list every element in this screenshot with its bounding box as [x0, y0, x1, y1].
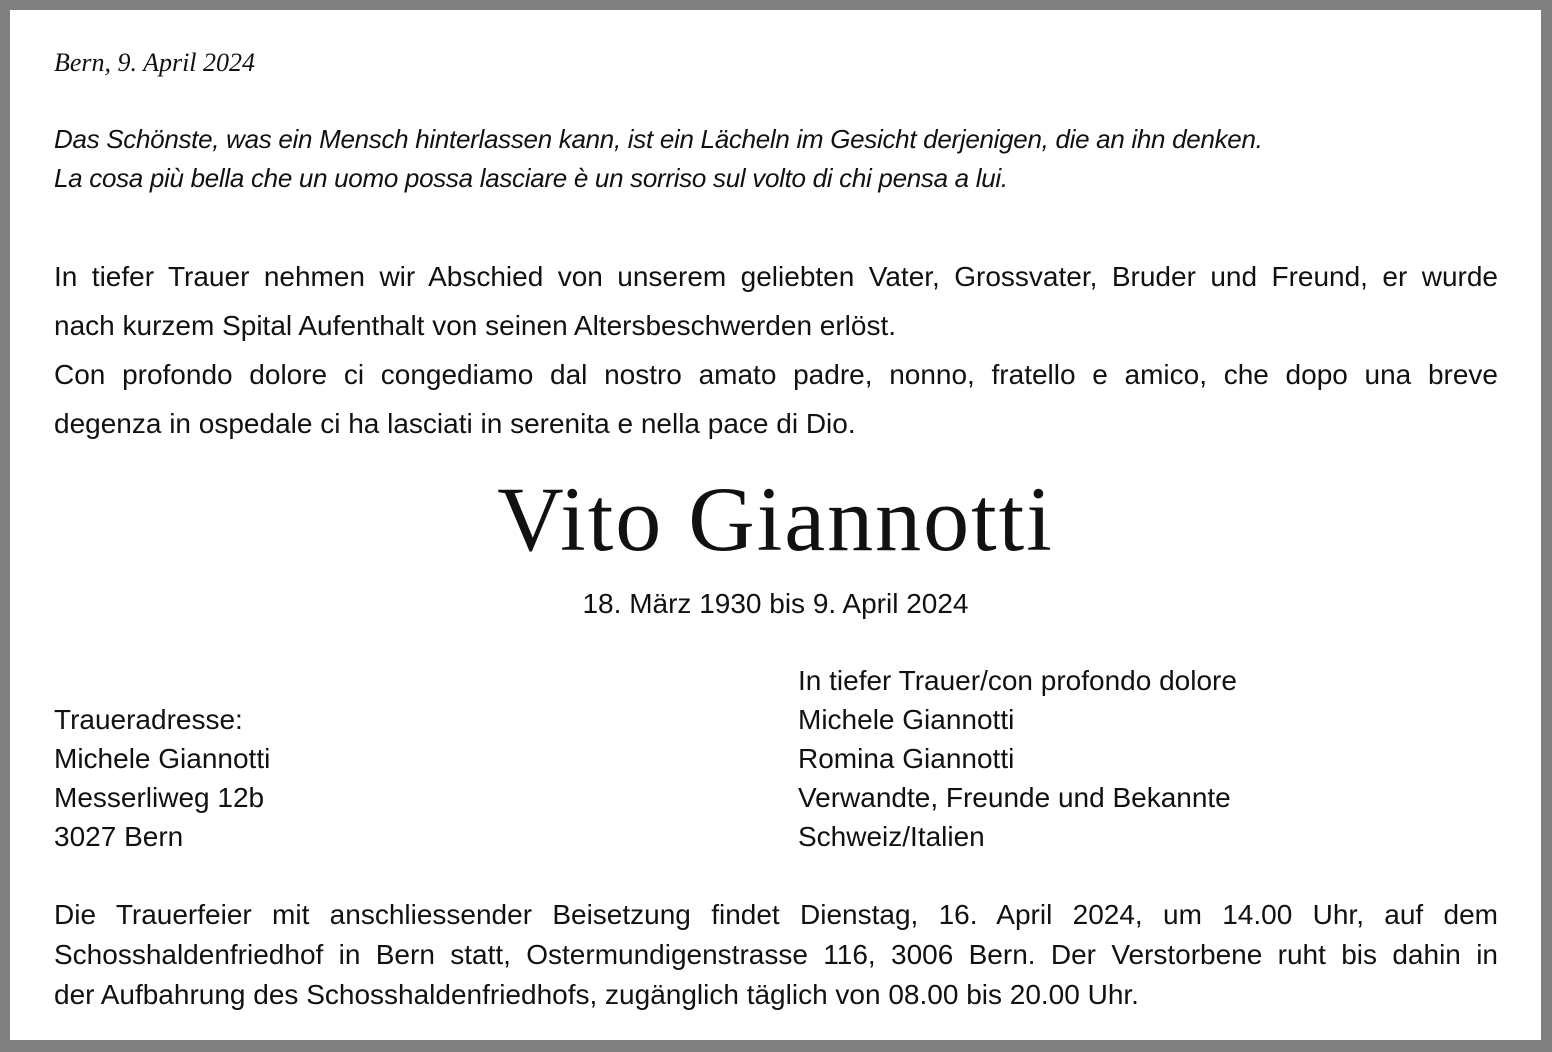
ceremony-line: der Aufbahrung des Schosshaldenfriedhofs, zugänglich täglich von 08.00 bis 20.00 Uhr. [54, 979, 1139, 1010]
mourner-item: Verwandte, Freunde und Bekannte [798, 782, 1231, 813]
ceremony-line: Schosshaldenfriedhof in Bern statt, Ostermundigenstrasse 116, 3006 Bern. Der Verstorbene ruht bis dahin in [54, 939, 1498, 970]
announcement-italian-line: degenza in ospedale ci ha lasciati in serenita e nella pace di Dio. [54, 408, 856, 439]
announcement-german-line: In tiefer Trauer nehmen wir Abschied von unserem geliebten Vater, Grossvater, Bruder und Freund, er wurde [54, 261, 1498, 292]
mourner-item: Michele Giannotti [798, 704, 1015, 735]
address-label: Traueradresse: [54, 704, 243, 735]
quote-german: Das Schönste, was ein Mensch hinterlassen kann, ist ein Lächeln im Gesicht derjenigen, die an ihn denken. [54, 124, 1263, 154]
address-street: Messerliweg 12b [54, 782, 265, 813]
address-city: 3027 Bern [54, 821, 184, 852]
deceased-name: Vito Giannotti [497, 468, 1054, 570]
quote-italian: La cosa più bella che un uomo possa lasciare è un sorriso sul volto di chi pensa a lui. [54, 163, 1008, 193]
mourner-item: Schweiz/Italien [798, 821, 985, 852]
announcement-italian-line: Con profondo dolore ci congediamo dal nostro amato padre, nonno, fratello e amico, che dopo una breve [54, 359, 1498, 390]
mourners-heading: In tiefer Trauer/con profondo dolore [798, 665, 1237, 696]
life-dates: 18. März 1930 bis 9. April 2024 [582, 588, 969, 619]
mourners-list [798, 661, 1237, 856]
announcement-italian [54, 350, 1498, 448]
address-name: Michele Giannotti [54, 743, 271, 774]
place-date: Bern, 9. April 2024 [54, 48, 256, 77]
ceremony-details [54, 895, 1498, 1015]
announcement-german [54, 252, 1498, 350]
mourner-item: Romina Giannotti [798, 743, 1015, 774]
ceremony-line: Die Trauerfeier mit anschliessender Beisetzung findet Dienstag, 16. April 2024, um 14.00 Uhr, auf dem [54, 899, 1498, 930]
mourning-address [54, 700, 270, 856]
announcement-german-line: nach kurzem Spital Aufenthalt von seinen Altersbeschwerden erlöst. [54, 310, 897, 341]
obituary-notice [10, 10, 1541, 1040]
